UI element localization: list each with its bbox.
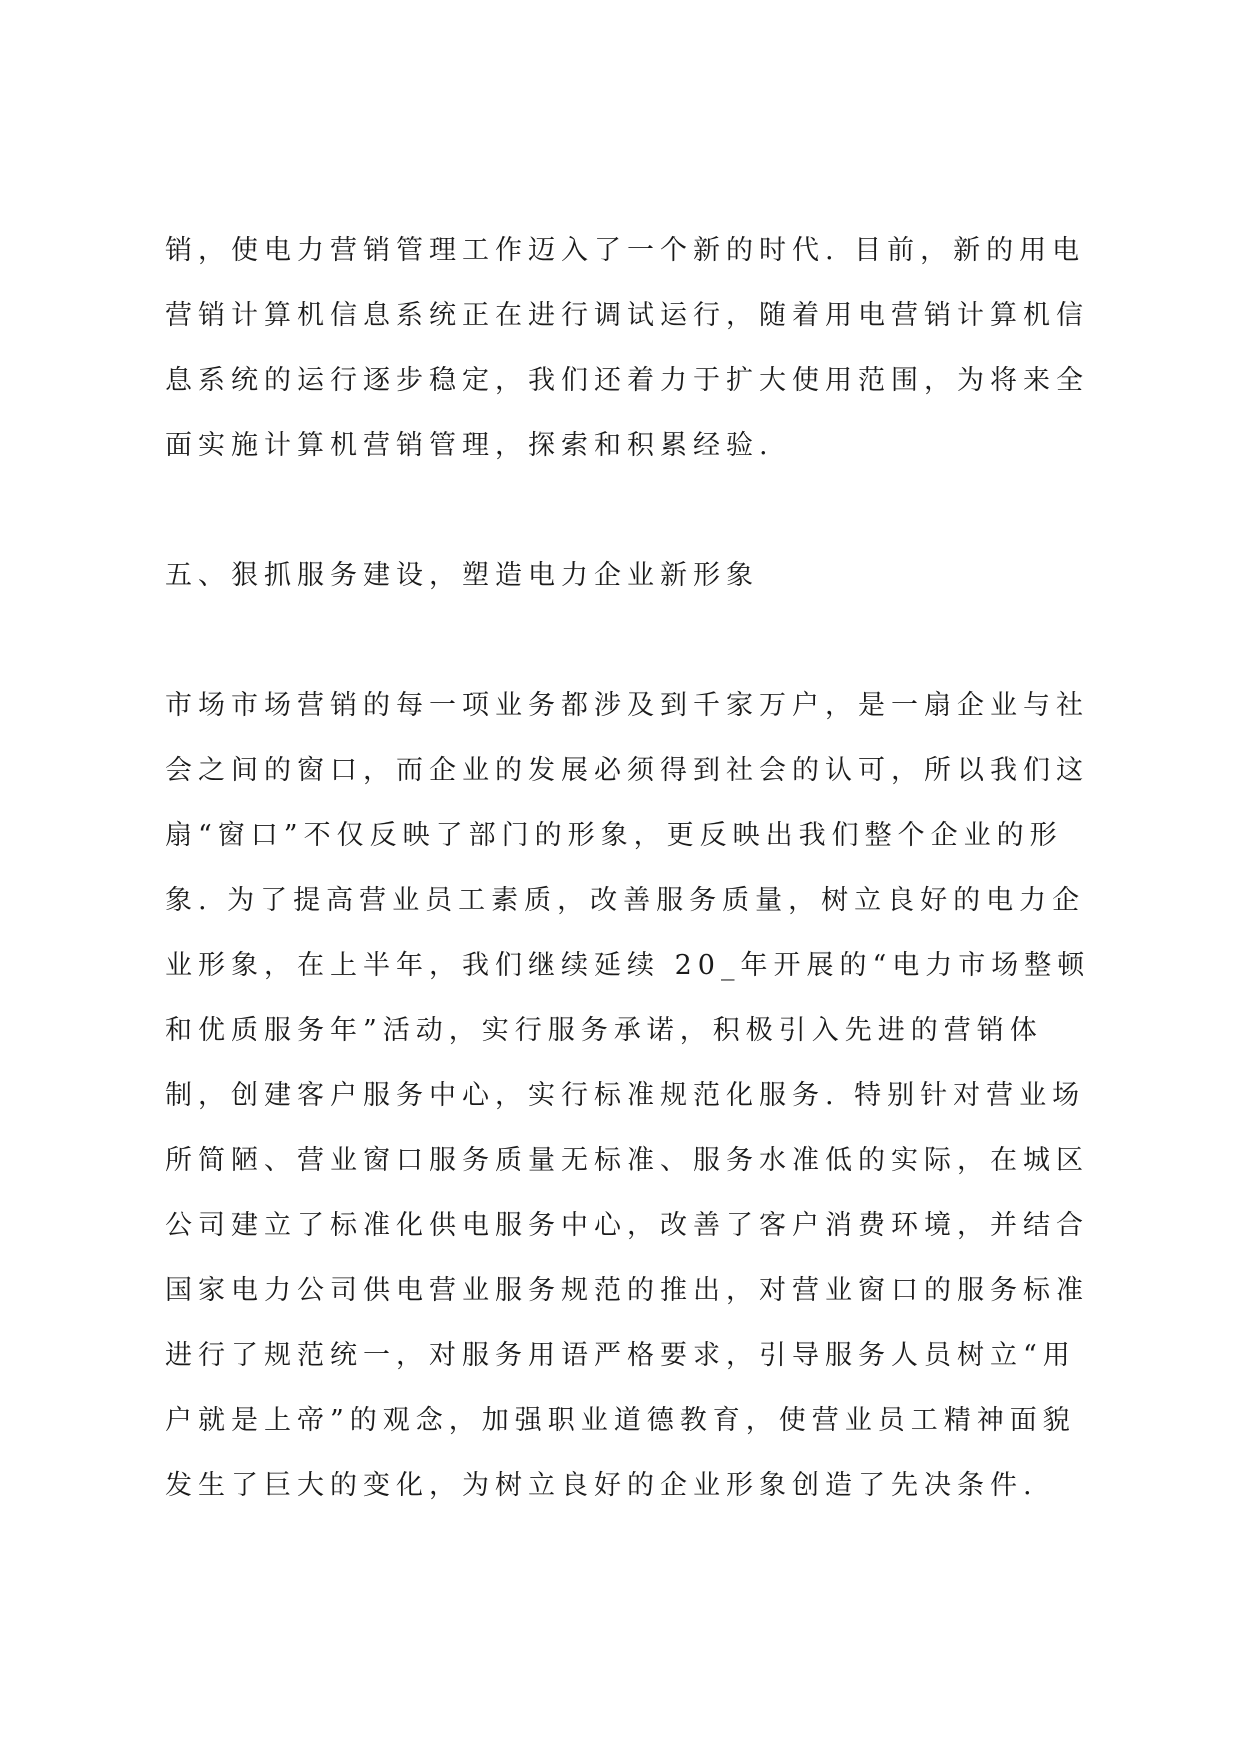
paragraph-line: 象. 为了提高营业员工素质，改善服务质量，树立良好的电力企: [165, 885, 1086, 916]
paragraph-line: 会之间的窗口，而企业的发展必须得到社会的认可，所以我们这: [165, 755, 1089, 786]
paragraph-line: 销，使电力营销管理工作迈入了一个新的时代. 目前，新的用电: [165, 235, 1086, 266]
section-heading-block: [165, 543, 1095, 608]
paragraph-line: 所简陋、营业窗口服务质量无标准、服务水准低的实际，在城区: [165, 1145, 1089, 1176]
paragraph-line: 公司建立了标准化供电服务中心，改善了客户消费环境，并结合: [165, 1210, 1089, 1241]
paragraph-line: 息系统的运行逐步稳定，我们还着力于扩大使用范围，为将来全: [165, 365, 1089, 396]
paragraph-line: 市场市场营销的每一项业务都涉及到千家万户，是一扇企业与社: [165, 690, 1089, 721]
section-heading: 五、狠抓服务建设，塑造电力企业新形象: [165, 560, 759, 591]
paragraph-line: 营销计算机信息系统正在进行调试运行，随着用电营销计算机信: [165, 300, 1089, 331]
paragraph-line: 国家电力公司供电营业服务规范的推出，对营业窗口的服务标准: [165, 1275, 1089, 1306]
paragraph-line: 户就是上帝”的观念，加强职业道德教育，使营业员工精神面貌: [165, 1405, 1076, 1436]
paragraph-line: 发生了巨大的变化，为树立良好的企业形象创造了先决条件.: [165, 1470, 1038, 1501]
paragraph-line: 进行了规范统一，对服务用语严格要求，引导服务人员树立“用: [165, 1340, 1076, 1371]
paragraph-line: 业形象，在上半年，我们继续延续 20_年开展的“电力市场整顿: [165, 950, 1091, 981]
paragraph: [165, 218, 1095, 478]
paragraph: [165, 673, 1095, 1518]
paragraph-line: 扇“窗口”不仅反映了部门的形象，更反映出我们整个企业的形: [165, 820, 1063, 851]
paragraph-line: 制，创建客户服务中心，实行标准规范化服务. 特别针对营业场: [165, 1080, 1086, 1111]
paragraph-line: 面实施计算机营销管理，探索和积累经验.: [165, 430, 774, 461]
paragraph-line: 和优质服务年”活动，实行服务承诺，积极引入先进的营销体: [165, 1015, 1043, 1046]
